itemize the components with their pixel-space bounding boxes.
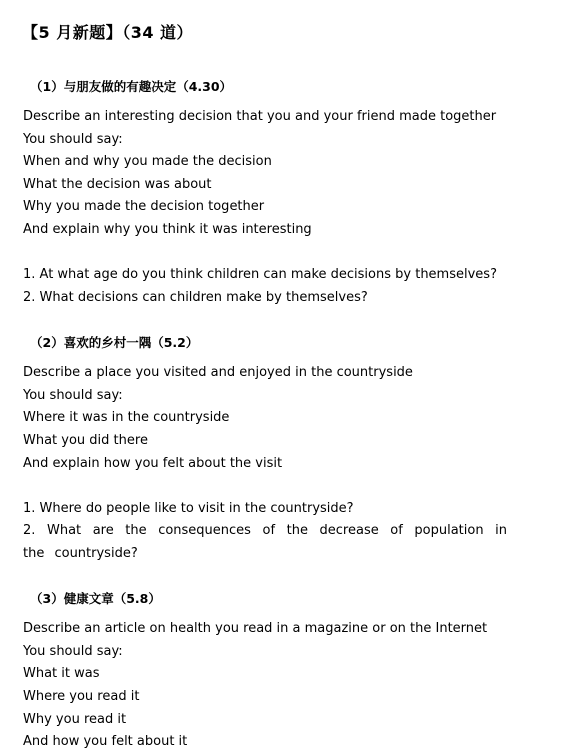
topic-1-question: 1. At what age do you think children can make decisions by themselves? bbox=[23, 267, 497, 282]
topic-3-card-line: You should say: bbox=[23, 644, 123, 659]
topic-1-card-line: And explain why you think it was interesting bbox=[23, 222, 312, 237]
topic-1-card-line: You should say: bbox=[23, 132, 123, 147]
topic-3-card-line: Where you read it bbox=[23, 689, 140, 704]
topic-2-card-line: Describe a place you visited and enjoyed in the countryside bbox=[23, 365, 413, 380]
topic-2-question: 2. What are the consequences of the decrease of population in the countryside? bbox=[23, 523, 507, 561]
topic-1-card-line: Why you made the decision together bbox=[23, 199, 265, 214]
topic-2-question: 1. Where do people like to visit in the countryside? bbox=[23, 501, 354, 516]
page-title: 【5 月新题】（34 道） bbox=[22, 23, 194, 42]
topic-3-card-line: Describe an article on health you read in a magazine or on the Internet bbox=[23, 621, 488, 636]
topic-2-card-line: And explain how you felt about the visit bbox=[23, 456, 283, 471]
topic-3-card-line: Why you read it bbox=[23, 712, 127, 727]
topic-2-heading: （2）喜欢的乡村一隅（5.2） bbox=[30, 335, 199, 350]
topic-1-question: 2. What decisions can children make by themselves? bbox=[23, 290, 368, 305]
topic-2-card-line: What you did there bbox=[23, 433, 148, 448]
topic-2-card-line: You should say: bbox=[23, 388, 123, 403]
topic-3-card-line: What it was bbox=[23, 666, 100, 681]
topic-1-card-line: What the decision was about bbox=[23, 177, 212, 192]
topic-2-card-line: Where it was in the countryside bbox=[23, 410, 230, 425]
topic-3-card-line: And how you felt about it bbox=[23, 734, 188, 749]
topic-1-heading: （1）与朋友做的有趣决定（4.30） bbox=[30, 79, 233, 94]
topic-1-card-line: Describe an interesting decision that you and your friend made together bbox=[23, 109, 497, 124]
topic-3-heading: （3）健康文章（5.8） bbox=[30, 591, 161, 606]
topic-1-card-line: When and why you made the decision bbox=[23, 154, 272, 169]
